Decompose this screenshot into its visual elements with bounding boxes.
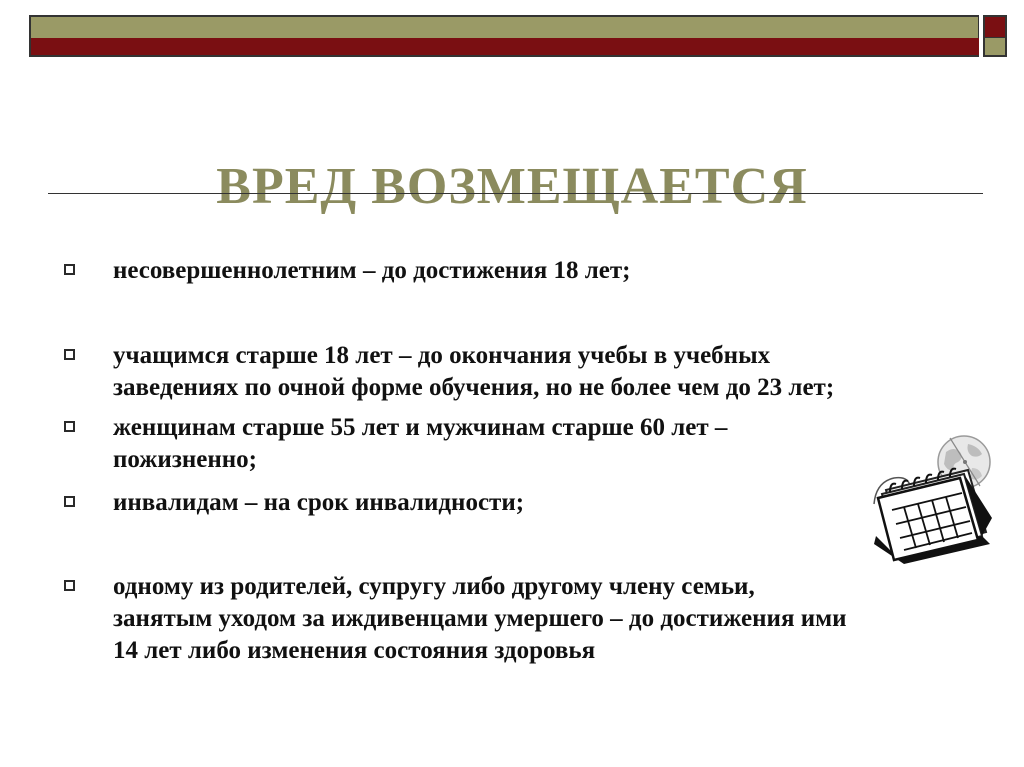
square-bullet-icon	[64, 580, 75, 591]
slide-title: ВРЕД ВОЗМЕЩАЕТСЯ	[216, 157, 808, 215]
square-bullet-icon	[64, 264, 75, 275]
calendar-icon	[868, 432, 998, 564]
bullet-text: несовершеннолетним – до достижения 18 лет;	[113, 257, 631, 284]
square-bullet-icon	[64, 349, 75, 360]
square-bullet-icon	[64, 496, 75, 507]
bullet-text: одному из родителей, супругу либо другому члену семьи, занятым уходом за иждивенцами умершего – до достижения ими 14 лет либо изменения состояния здоровья	[113, 573, 847, 664]
bullet-text: женщинам старше 55 лет и мужчинам старше 60 лет – пожизненно;	[113, 414, 728, 473]
bullet-text: учащимся старше 18 лет – до окончания учебы в учебных заведениях по очной форме обучения, но не более чем до 23 лет;	[113, 342, 835, 401]
bullet-text: инвалидам – на срок инвалидности;	[113, 489, 525, 516]
square-bullet-icon	[64, 421, 75, 432]
